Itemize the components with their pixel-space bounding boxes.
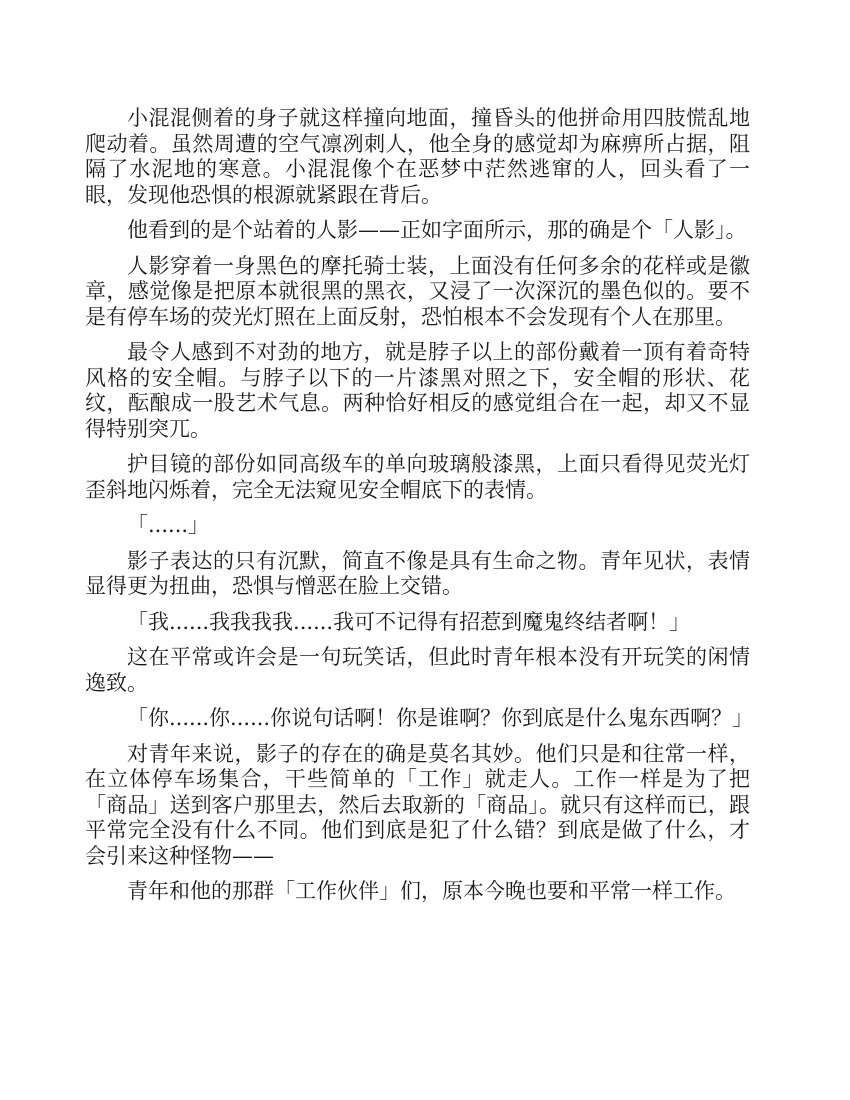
paragraph-dialogue: 「......」	[127, 513, 210, 537]
paragraph: 人影穿着一身黑色的摩托骑士装，上面没有任何多余的花样或是徽章，感觉像是把原本就很黑的黑衣，又浸了一次深沉的墨色似的。要不是有停车场的荧光灯照在上面反射，恐怕根本不会发现有个人在那里。	[85, 253, 750, 329]
text-column	[85, 106, 754, 905]
paragraph: 护目镜的部份如同高级车的单向玻璃般漆黑，上面只看得见荧光灯歪斜地闪烁着，完全无法窥见安全帽底下的表情。	[85, 452, 750, 502]
paragraph-dialogue: 「你......你......你说句话啊！你是谁啊？你到底是什么鬼东西啊？」	[127, 706, 754, 730]
paragraph: 影子表达的只有沉默，简直不像是具有生命之物。青年见状，表情显得更为扭曲，恐惧与憎恶在脸上交错。	[85, 548, 750, 598]
paragraph: 青年和他的那群「工作伙伴」们，原本今晚也要和平常一样工作。	[127, 879, 736, 903]
paragraph: 对青年来说，影子的存在的确是莫名其妙。他们只是和往常一样，在立体停车场集合，干些简单的「工作」就走人。工作一样是为了把「商品」送到客户那里去，然后去取新的「商品」。就只有这样而已，跟平常完全没有什么不同。他们到底是犯了什么错？到底是做了什么，才会引来这种怪物——	[85, 741, 750, 868]
paragraph: 最令人感到不对劲的地方，就是脖子以上的部份戴着一顶有着奇特风格的安全帽。与脖子以下的一片漆黑对照之下，安全帽的形状、花纹，酝酿成一股艺术气息。两种恰好相反的感觉组合在一起，却又不显得特别突兀。	[85, 340, 750, 441]
paragraph: 这在平常或许会是一句玩笑话，但此时青年根本没有开玩笑的闲情逸致。	[85, 645, 750, 695]
paragraph: 他看到的是个站着的人影——正如字面所示，那的确是个「人影」。	[127, 218, 747, 242]
paragraph: 小混混侧着的身子就这样撞向地面，撞昏头的他拼命用四肢慌乱地爬动着。虽然周遭的空气凛冽刺人，他全身的感觉却为麻痹所占据，阻隔了水泥地的寒意。小混混像个在恶梦中茫然逃窜的人，回头看了一眼，发现他恐惧的根源就紧跟在背后。	[85, 106, 750, 207]
paragraph-dialogue: 「我......我我我我......我可不记得有招惹到魔鬼终结者啊！」	[127, 609, 691, 634]
